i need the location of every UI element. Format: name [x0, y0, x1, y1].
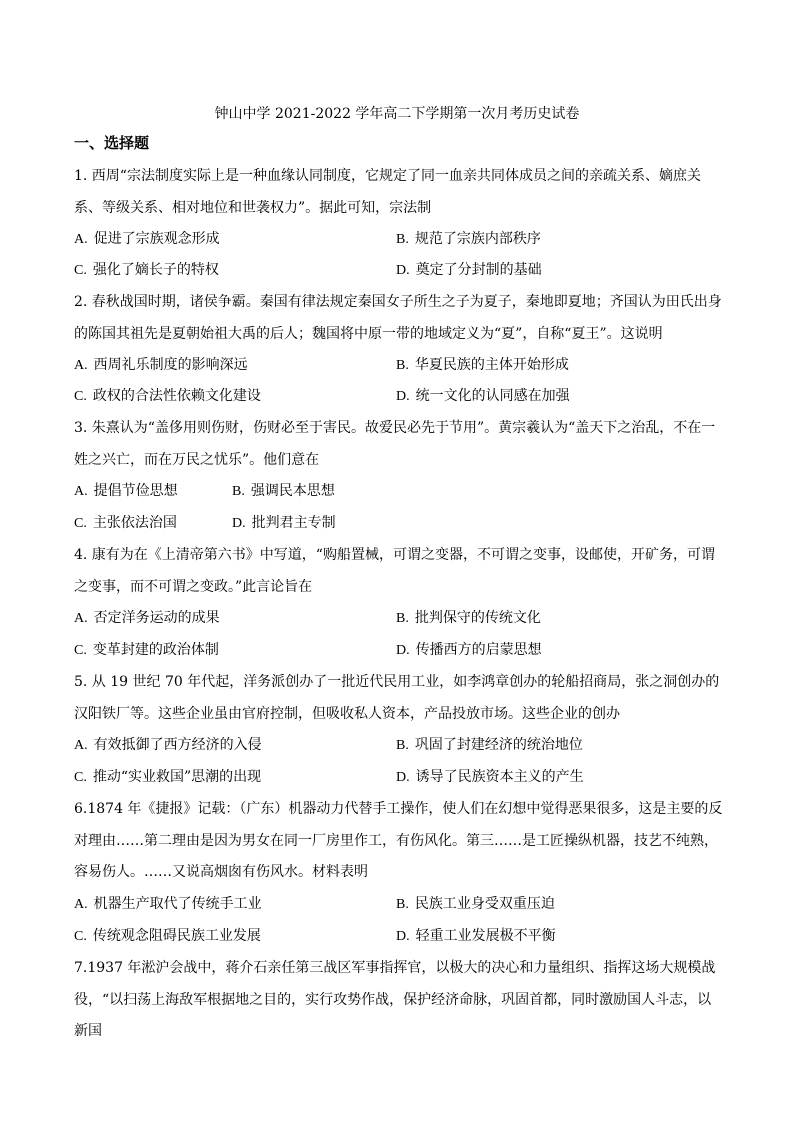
- question-5-options-row-2: [74, 762, 724, 793]
- section-heading: 一、选择题: [74, 134, 150, 152]
- question-stem: 2. 春秋战国时期，诸侯争霸。秦国有律法规定秦国女子所生之子为夏子，秦地即夏地；齐国认为田氏出身的陈国其祖先是夏朝始祖大禹的后人；魏国将中原一带的地域定义为“夏”，自称“夏王”。这说明: [74, 294, 722, 342]
- question-stem: 7.1937 年淞沪会战中，蒋介石亲任第三战区军事指挥官，以极大的决心和力量组织、指挥这场大规模战役，“以扫荡上海敌军根据地之目的，实行攻势作战，保护经济命脉，巩固首都，同时激励国人斗志，以新国: [74, 960, 716, 1039]
- question-4-options-row-1: [74, 603, 724, 634]
- question-4: [74, 540, 724, 603]
- question-3-options-row-1: [74, 476, 724, 507]
- option-d: D. 统一文化的认同感在加强: [396, 388, 570, 404]
- option-d: D. 诱导了民族资本主义的产生: [396, 769, 584, 785]
- option-b: B. 民族工业身受双重压迫: [396, 896, 555, 912]
- option-c: C. 传统观念阻碍民族工业发展: [74, 928, 261, 944]
- option-b: B. 巩固了封建经济的统治地位: [396, 737, 583, 753]
- question-stem: 4. 康有为在《上清帝第六书》中写道，“购船置械，可谓之变器，不可谓之变事，设邮使，开矿务，可谓之变事，而不可谓之变政。”此言论旨在: [74, 547, 715, 595]
- option-a: A. 提倡节俭思想: [74, 483, 178, 499]
- option-a: A. 有效抵御了西方经济的入侵: [74, 737, 262, 753]
- option-b: B. 批判保守的传统文化: [396, 610, 541, 626]
- option-b: B. 规范了宗族内部秩序: [396, 231, 541, 247]
- option-b: B. 华夏民族的主体开始形成: [396, 357, 569, 373]
- option-c: C. 强化了嫡长子的特权: [74, 262, 219, 278]
- question-stem: 1. 西周“宗法制度实际上是一种血缘认同制度，它规定了同一血亲共同体成员之间的亲疏关系、嫡庶关系、等级关系、相对地位和世袭权力”。据此可知，宗法制: [74, 168, 701, 216]
- question-5-options-row-1: [74, 730, 724, 761]
- question-3-options-row-2: [74, 508, 724, 539]
- question-2-options-row-1: [74, 350, 724, 381]
- option-c: C. 推动“实业救国”思潮的出现: [74, 769, 262, 785]
- question-6-options-row-2: [74, 921, 724, 952]
- option-a: A. 否定洋务运动的成果: [74, 610, 220, 626]
- question-1-options-row-1: [74, 224, 724, 255]
- question-4-options-row-2: [74, 635, 724, 666]
- option-c: C. 政权的合法性依赖文化建设: [74, 388, 261, 404]
- question-1: [74, 161, 724, 224]
- question-5: [74, 667, 724, 730]
- option-a: A. 机器生产取代了传统手工业: [74, 896, 262, 912]
- question-1-options-row-2: [74, 255, 724, 286]
- option-d: D. 批判君主专制: [232, 515, 336, 531]
- question-2-options-row-2: [74, 381, 724, 412]
- option-d: D. 轻重工业发展极不平衡: [396, 928, 556, 944]
- question-6: [74, 794, 724, 889]
- question-stem: 5. 从 19 世纪 70 年代起，洋务派创办了一批近代民用工业，如李鸿章创办的轮船招商局，张之洞创办的汉阳铁厂等。这些企业虽由官府控制，但吸收私人资本，产品投放市场。这些企业的创办: [74, 674, 720, 722]
- option-b: B. 强调民本思想: [232, 483, 335, 499]
- question-6-options-row-1: [74, 889, 724, 920]
- option-d: D. 奠定了分封制的基础: [396, 262, 542, 278]
- question-3: [74, 413, 724, 476]
- option-a: A. 促进了宗族观念形成: [74, 231, 220, 247]
- question-2: [74, 287, 724, 350]
- exam-title: 钟山中学 2021-2022 学年高二下学期第一次月考历史试卷: [214, 106, 580, 122]
- question-7: [74, 953, 724, 1048]
- question-stem: 3. 朱熹认为“盖侈用则伤财，伤财必至于害民。故爱民必先于节用”。黄宗羲认为“盖天下之治乱，不在一姓之兴亡，而在万民之忧乐”。他们意在: [74, 420, 716, 468]
- option-d: D. 传播西方的启蒙思想: [396, 642, 542, 658]
- option-c: C. 变革封建的政治体制: [74, 642, 219, 658]
- option-a: A. 西周礼乐制度的影响深远: [74, 357, 248, 373]
- question-stem: 6.1874 年《捷报》记载：（广东）机器动力代替手工操作，使人们在幻想中觉得恶果很多，这是主要的反对理由……第二理由是因为男女在同一厂房里作工，有伤风化。第三……是工匠操纵机器，技艺不纯熟，容易伤人。……又说高烟囱有伤风水。材料表明: [74, 801, 723, 880]
- option-c: C. 主张依法治国: [74, 515, 177, 531]
